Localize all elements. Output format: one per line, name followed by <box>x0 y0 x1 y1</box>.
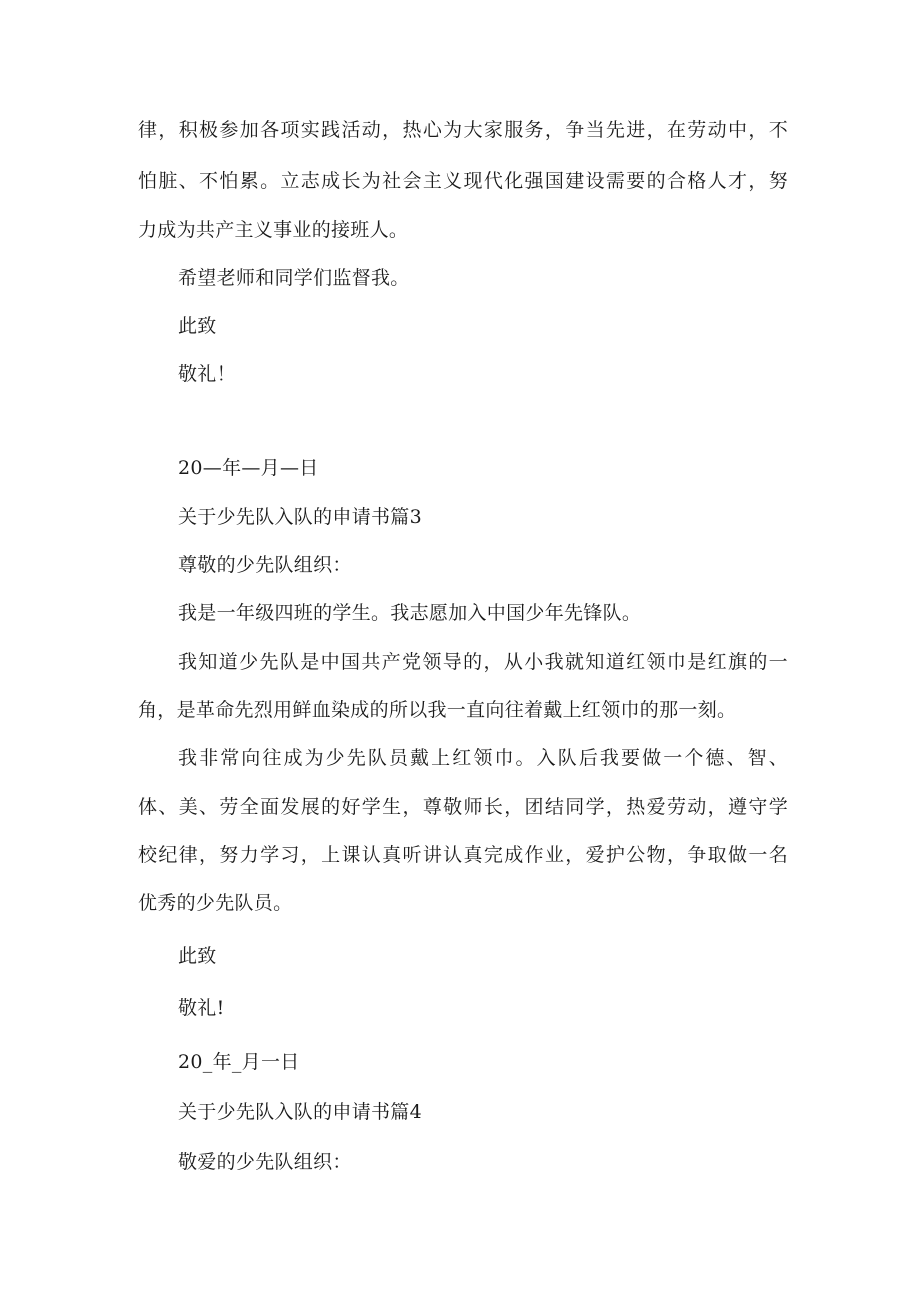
closing-regards: 敬礼! <box>178 997 225 1019</box>
paragraph-line: 我是一年级四班的学生。我志愿加入中国少年先锋队。 <box>178 602 642 624</box>
date-line: 20_年_月一日 <box>178 1051 300 1073</box>
body-text-line: 角，是革命先烈用鲜血染成的所以我一直向往着戴上红领巾的那一刻。 <box>138 699 737 721</box>
section-heading: 关于少先队入队的申请书篇4 <box>178 1101 422 1123</box>
body-text-line: 怕脏、不怕累。立志成长为社会主义现代化强国建设需要的合格人才，努 <box>138 170 788 192</box>
closing-salutation: 此致 <box>178 945 217 967</box>
date-line: 20—年—月—日 <box>178 457 319 479</box>
greeting-line: 敬爱的少先队组织： <box>178 1151 352 1173</box>
body-text-line: 优秀的少先队员。 <box>138 892 293 914</box>
body-text-line: 律，积极参加各项实践活动，热心为大家服务，争当先进，在劳动中，不 <box>138 119 788 141</box>
greeting-line: 尊敬的少先队组织： <box>178 554 352 576</box>
paragraph-line: 希望老师和同学们监督我。 <box>178 267 410 289</box>
body-text-line: 校纪律，努力学习，上课认真听讲认真完成作业，爱护公物，争取做一名 <box>138 844 788 866</box>
closing-regards: 敬礼！ <box>178 363 236 385</box>
paragraph-line: 我非常向往成为少先队员戴上红领巾。入队后我要做一个德、智、 <box>178 747 788 769</box>
body-text-line: 体、美、劳全面发展的好学生，尊敬师长，团结同学，热爱劳动，遵守学 <box>138 796 788 818</box>
paragraph-line: 我知道少先队是中国共产党领导的，从小我就知道红领巾是红旗的一 <box>178 651 788 673</box>
closing-salutation: 此致 <box>178 315 217 337</box>
body-text-line: 力成为共产主义事业的接班人。 <box>138 219 409 241</box>
section-heading: 关于少先队入队的申请书篇3 <box>178 506 422 528</box>
